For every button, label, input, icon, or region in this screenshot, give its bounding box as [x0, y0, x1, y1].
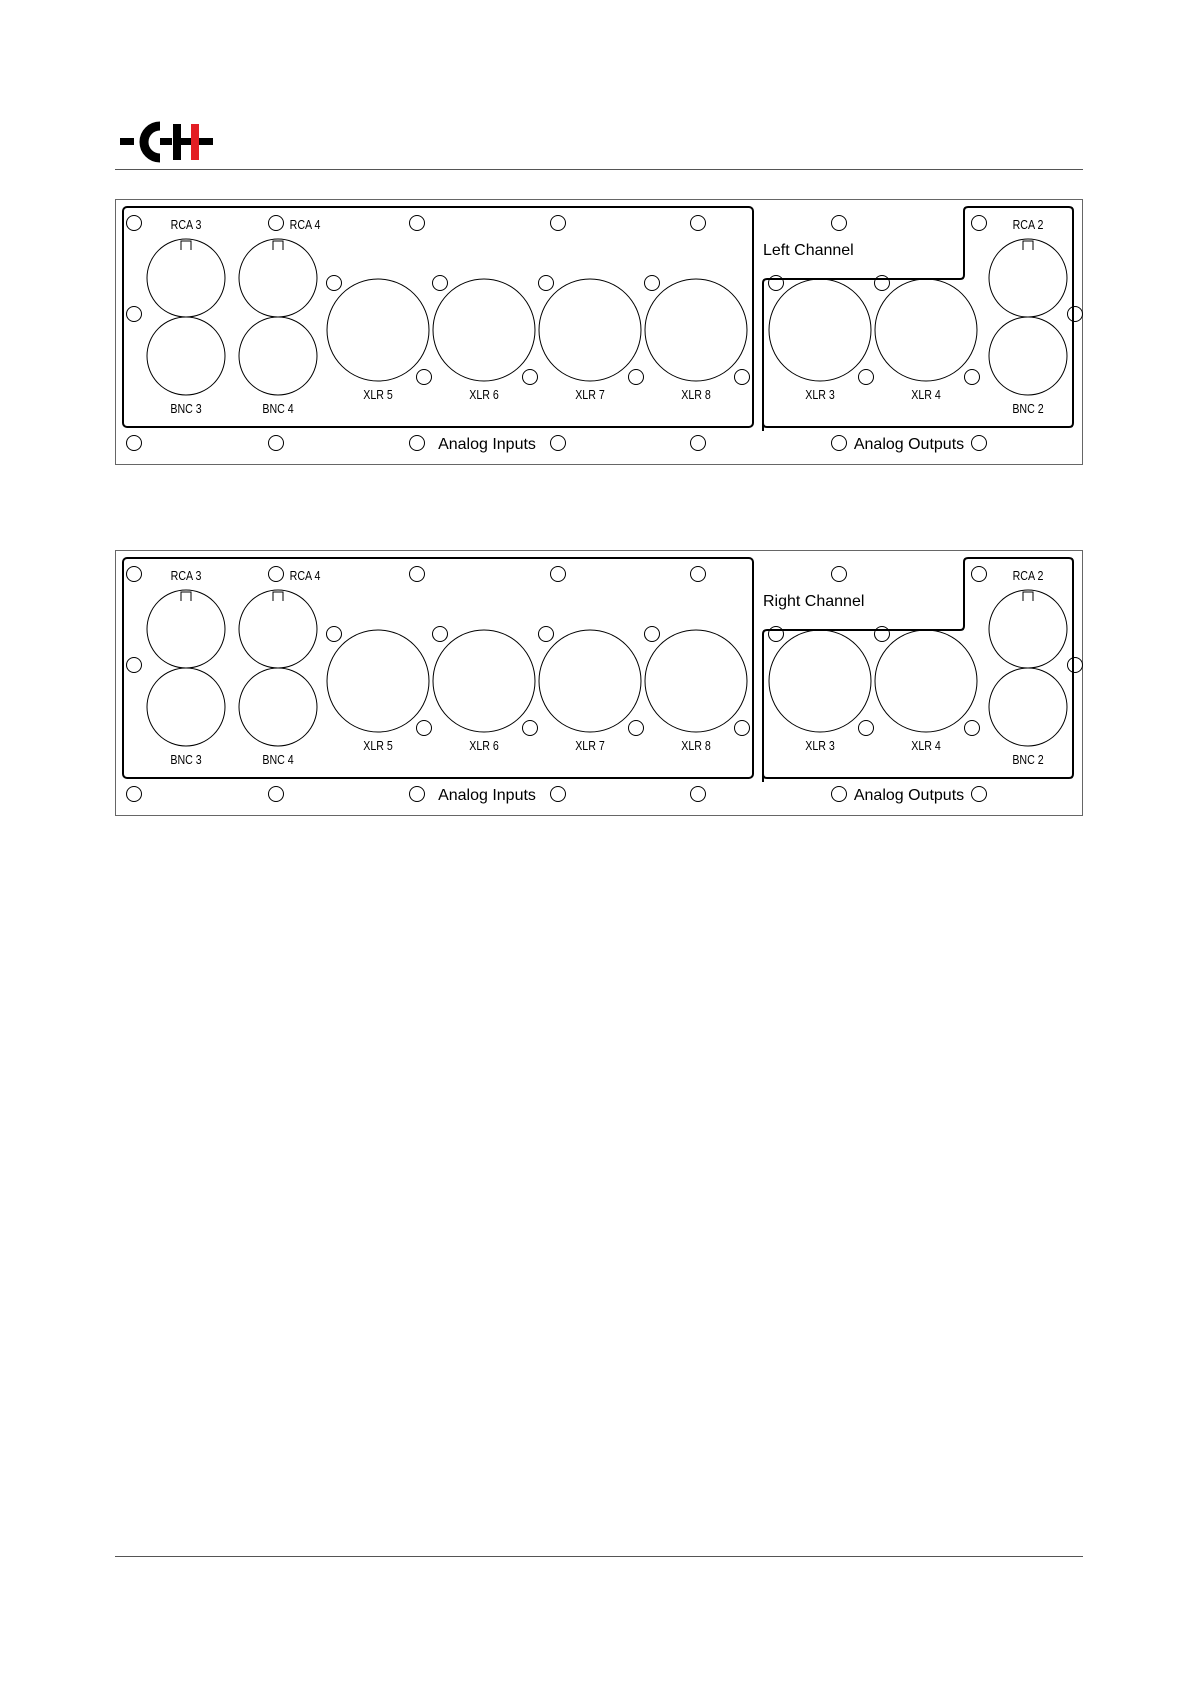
mounting-hole [523, 721, 538, 736]
xlr-in-7-jack [539, 279, 641, 381]
xlr-out-4-label: XLR 4 [911, 386, 941, 403]
rca-4-jack [239, 239, 317, 317]
mounting-hole [433, 276, 448, 291]
bnc-3-jack [147, 668, 225, 746]
rca-notch-icon [1023, 241, 1033, 250]
mounting-hole [875, 627, 890, 642]
mounting-hole [965, 370, 980, 385]
mounting-hole [327, 276, 342, 291]
mounting-hole [539, 627, 554, 642]
mounting-hole [410, 436, 425, 451]
mounting-hole [972, 787, 987, 802]
mounting-hole [645, 276, 660, 291]
mounting-hole [269, 216, 284, 231]
bnc-4-label: BNC 4 [262, 751, 294, 768]
mounting-hole [410, 787, 425, 802]
mounting-hole [832, 216, 847, 231]
mounting-hole [972, 216, 987, 231]
mounting-hole [127, 307, 142, 322]
rca-2-label: RCA 2 [1012, 216, 1044, 233]
mounting-hole [832, 436, 847, 451]
channel-label: Right Channel [763, 593, 865, 610]
mounting-hole [539, 276, 554, 291]
mounting-hole [629, 370, 644, 385]
channel-label: Left Channel [763, 242, 854, 259]
inputs-group-box [123, 207, 753, 427]
rca-3-jack [147, 590, 225, 668]
mounting-hole [551, 436, 566, 451]
xlr-in-8-label: XLR 8 [681, 386, 711, 403]
mounting-hole [433, 627, 448, 642]
mounting-hole [410, 216, 425, 231]
xlr-out-4-jack [875, 279, 977, 381]
mounting-hole [327, 627, 342, 642]
rca-4-label: RCA 4 [289, 216, 321, 233]
mounting-hole [735, 721, 750, 736]
mounting-hole [1068, 307, 1083, 322]
bnc-4-jack [239, 317, 317, 395]
rca-notch-icon [1023, 592, 1033, 601]
bnc-2-label: BNC 2 [1012, 751, 1044, 768]
mounting-hole [1068, 658, 1083, 673]
mounting-hole [691, 567, 706, 582]
mounting-hole [551, 567, 566, 582]
inputs-group-box [123, 558, 753, 778]
mounting-hole [965, 721, 980, 736]
mounting-hole [127, 658, 142, 673]
mounting-hole [691, 436, 706, 451]
rca-notch-icon [181, 241, 191, 250]
mounting-hole [269, 567, 284, 582]
rca-3-jack [147, 239, 225, 317]
mounting-hole [859, 370, 874, 385]
mounting-hole [972, 436, 987, 451]
mounting-hole [269, 787, 284, 802]
analog-inputs-label: Analog Inputs [438, 436, 536, 453]
rca-notch-icon [273, 241, 283, 250]
rca-2-label: RCA 2 [1012, 567, 1044, 584]
panel-diagram [115, 550, 1083, 816]
mounting-hole [859, 721, 874, 736]
rear-panel-left [115, 199, 1083, 465]
ch-logo-icon [118, 118, 228, 166]
xlr-in-5-jack [327, 279, 429, 381]
xlr-in-8-jack [645, 630, 747, 732]
mounting-hole [769, 627, 784, 642]
rca-3-label: RCA 3 [170, 216, 202, 233]
panel-frame [116, 200, 1083, 465]
xlr-in-5-label: XLR 5 [363, 386, 393, 403]
xlr-in-6-jack [433, 279, 535, 381]
xlr-in-7-label: XLR 7 [575, 386, 605, 403]
xlr-in-6-label: XLR 6 [469, 386, 499, 403]
mounting-hole [410, 567, 425, 582]
mounting-hole [769, 276, 784, 291]
mounting-hole [127, 787, 142, 802]
bnc-4-jack [239, 668, 317, 746]
header-rule [115, 169, 1083, 170]
mounting-hole [645, 627, 660, 642]
panel-diagram [115, 199, 1083, 465]
xlr-out-3-jack [769, 279, 871, 381]
xlr-in-7-jack [539, 630, 641, 732]
rca-4-label: RCA 4 [289, 567, 321, 584]
mounting-hole [551, 216, 566, 231]
xlr-in-6-label: XLR 6 [469, 737, 499, 754]
bnc-3-label: BNC 3 [170, 751, 202, 768]
rca-notch-icon [181, 592, 191, 601]
xlr-in-6-jack [433, 630, 535, 732]
mounting-hole [875, 276, 890, 291]
bnc-3-label: BNC 3 [170, 400, 202, 417]
analog-outputs-label: Analog Outputs [853, 787, 965, 804]
brand-logo [118, 118, 228, 171]
mounting-hole [832, 567, 847, 582]
xlr-out-4-jack [875, 630, 977, 732]
xlr-out-3-jack [769, 630, 871, 732]
panel-frame [116, 551, 1083, 816]
xlr-in-8-label: XLR 8 [681, 737, 711, 754]
mounting-hole [832, 787, 847, 802]
xlr-in-7-label: XLR 7 [575, 737, 605, 754]
bnc-3-jack [147, 317, 225, 395]
mounting-hole [551, 787, 566, 802]
mounting-hole [127, 436, 142, 451]
xlr-in-5-jack [327, 630, 429, 732]
xlr-out-3-label: XLR 3 [805, 386, 835, 403]
mounting-hole [629, 721, 644, 736]
mounting-hole [972, 567, 987, 582]
analog-inputs-label: Analog Inputs [438, 787, 536, 804]
rca-4-jack [239, 590, 317, 668]
bnc-2-jack [989, 317, 1067, 395]
mounting-hole [691, 787, 706, 802]
mounting-hole [127, 567, 142, 582]
rca-3-label: RCA 3 [170, 567, 202, 584]
mounting-hole [127, 216, 142, 231]
footer-rule [115, 1556, 1083, 1557]
bnc-2-label: BNC 2 [1012, 400, 1044, 417]
rca-2-jack [989, 590, 1067, 668]
bnc-2-jack [989, 668, 1067, 746]
mounting-hole [735, 370, 750, 385]
xlr-in-8-jack [645, 279, 747, 381]
mounting-hole [417, 721, 432, 736]
mounting-hole [269, 436, 284, 451]
xlr-out-3-label: XLR 3 [805, 737, 835, 754]
rca-2-jack [989, 239, 1067, 317]
analog-outputs-label: Analog Outputs [853, 436, 965, 453]
xlr-out-4-label: XLR 4 [911, 737, 941, 754]
mounting-hole [417, 370, 432, 385]
bnc-4-label: BNC 4 [262, 400, 294, 417]
rear-panel-right [115, 550, 1083, 816]
mounting-hole [691, 216, 706, 231]
rca-notch-icon [273, 592, 283, 601]
mounting-hole [523, 370, 538, 385]
xlr-in-5-label: XLR 5 [363, 737, 393, 754]
